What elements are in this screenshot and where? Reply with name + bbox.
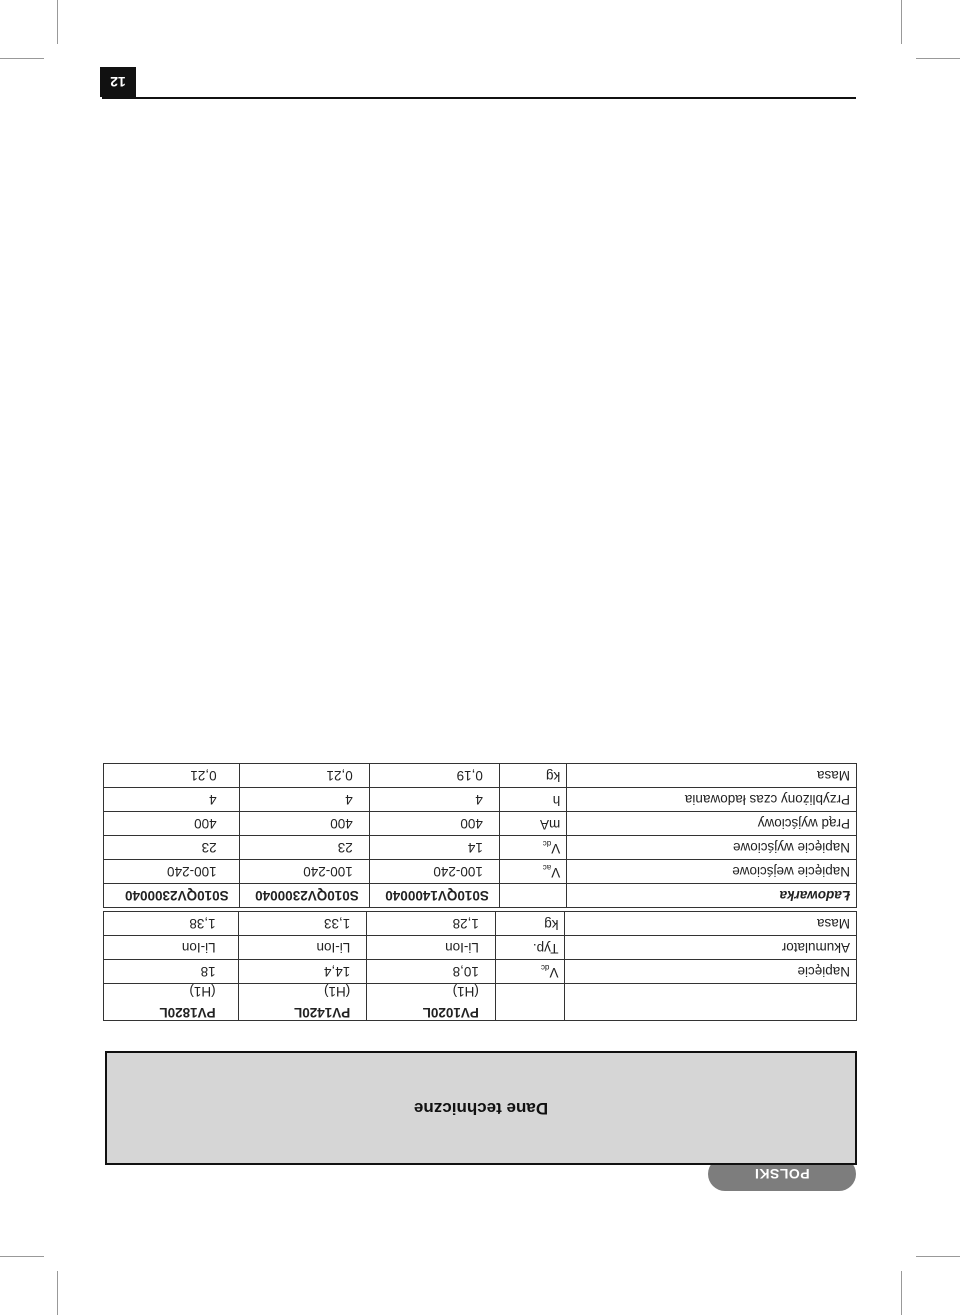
crop-mark [57,0,58,44]
row-label: Napięcie [565,960,857,984]
row-value: 400 [104,812,240,836]
charger-model: S010QV2300040 [104,884,240,908]
model-name: PV1820L [159,1005,216,1020]
section-header [105,1051,857,1165]
row-unit: kg [495,912,565,936]
table-row [104,860,857,884]
row-unit: $V_{dc}$ [499,836,566,860]
row-unit: $V_{ac}$ [499,860,566,884]
crop-mark [57,1271,58,1315]
model-variant: (H1) [452,984,479,999]
charger-spec-table [103,763,857,908]
row-value: 400 [239,812,369,836]
row-unit: mA [499,812,566,836]
row-label: Prąd wyjściowy [567,812,857,836]
section-title: Dane techniczne [413,1099,549,1118]
charger-model: S010QV1400040 [369,884,499,908]
row-value: 100-240 [239,860,369,884]
crop-mark [901,1271,902,1315]
model-header [104,984,239,1021]
model-header [238,984,367,1021]
row-label: Akumulator [565,936,857,960]
tool-spec-table [103,911,857,1021]
row-unit: Typ. [495,936,565,960]
charger-model: S010QV2300040 [239,884,369,908]
model-name: PV1020L [422,1005,479,1020]
row-label: Napięcie wejściowe [567,860,857,884]
crop-mark [0,58,44,59]
row-value: 14,4 [238,960,367,984]
language-tab: POLSKI [708,1157,856,1191]
model-variant: (H1) [189,984,216,999]
row-value: 10,8 [367,960,496,984]
row-value: Li-Ion [104,936,239,960]
row-value: Li-Ion [238,936,367,960]
crop-mark [0,1256,44,1257]
charger-header-row [104,884,857,908]
row-value: 23 [104,836,240,860]
row-value: 4 [239,788,369,812]
row-value: 100-240 [104,860,240,884]
table-row [104,836,857,860]
row-label: Przybliżony czas ładowania [567,788,857,812]
table-row [104,912,857,936]
row-value: 0,21 [239,764,369,788]
page-number: 12 [100,67,136,97]
model-header [367,984,496,1021]
row-label: Masa [565,912,857,936]
row-value: 4 [104,788,240,812]
row-value: 23 [239,836,369,860]
model-variant: (H1) [324,984,351,999]
charger-section-label: Ładowarka [567,884,857,908]
table-row [104,764,857,788]
model-name: PV1420L [293,1005,351,1020]
row-value: 14 [369,836,499,860]
crop-mark [901,0,902,44]
row-value: 400 [369,812,499,836]
row-value: 1,38 [104,912,239,936]
footer-rule [102,97,856,99]
row-value: 18 [104,960,239,984]
row-value: 0,21 [104,764,240,788]
row-value: 1,33 [238,912,367,936]
row-unit: h [499,788,566,812]
table-row [104,812,857,836]
row-value: 0,19 [369,764,499,788]
table-row [104,788,857,812]
header-empty-cell [499,884,566,908]
row-value: 4 [369,788,499,812]
row-value: 1,28 [367,912,496,936]
table-header-row [104,984,857,1021]
row-unit: $V_{dc}$ [495,960,565,984]
crop-mark [916,58,960,59]
row-label: Masa [567,764,857,788]
table-row [104,936,857,960]
crop-mark [916,1256,960,1257]
header-empty-cell [495,984,565,1021]
row-value: 100-240 [369,860,499,884]
row-value: Li-Ion [367,936,496,960]
row-label: Napięcie wyjściowe [567,836,857,860]
table-row [104,960,857,984]
row-unit: kg [499,764,566,788]
header-empty-cell [565,984,857,1021]
